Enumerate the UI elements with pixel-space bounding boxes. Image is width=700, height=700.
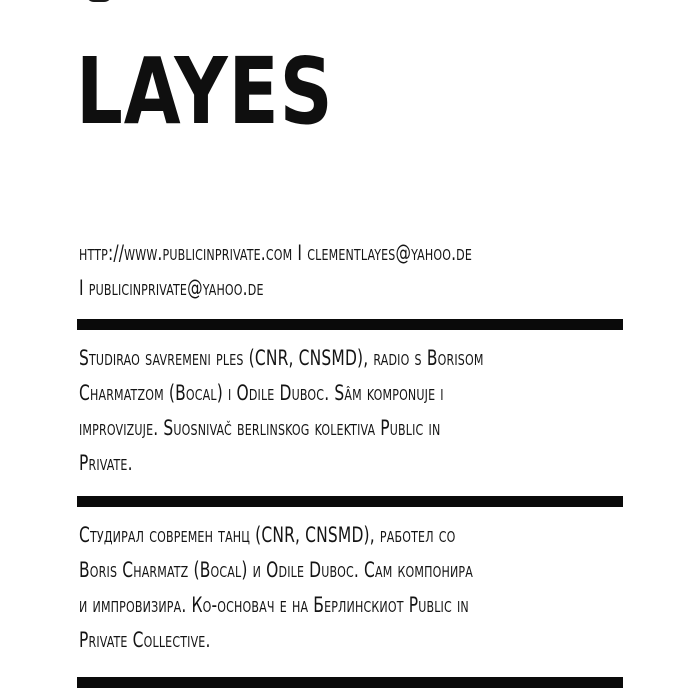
bio-macedonian-line-1: Студирал современ танц (CNR, CNSMD), работел со [79, 523, 456, 547]
bio-macedonian-line-4: Private Collective. [79, 628, 211, 652]
bio-macedonian-line-3: и импровизира. Ко-основач е на Берлинскиот Public in [79, 593, 469, 617]
bio-macedonian-line-2: Boris Charmatz (Bocal) и Odile Duboc. Сам компонира [79, 558, 473, 582]
bio-serbian-line-4: Private. [79, 451, 133, 475]
bio-serbian-line-2: Charmatzom (Bocal) i Odile Duboc. Sâm komponuje i [79, 381, 444, 405]
divider-3 [77, 677, 623, 688]
bio-serbian-line-1: Studirao savremeni ples (CNR, CNSMD), radio s Borisom [79, 346, 484, 370]
divider-1 [77, 319, 623, 330]
bio-serbian-line-3: improvizuje. Suosnivač berlinskog kolektiva Public in [79, 416, 441, 440]
top-edge-mark [86, 0, 112, 2]
bio-serbian [79, 341, 700, 481]
contact-line-1: http://www.publicinprivate.com I clementlayes@yahoo.de [79, 241, 473, 265]
page-title: LAYES [76, 38, 334, 145]
divider-2 [77, 496, 623, 507]
contact-line-2: I publicinprivate@yahoo.de [79, 276, 264, 300]
contact-block [79, 236, 700, 306]
bio-macedonian [79, 518, 700, 658]
